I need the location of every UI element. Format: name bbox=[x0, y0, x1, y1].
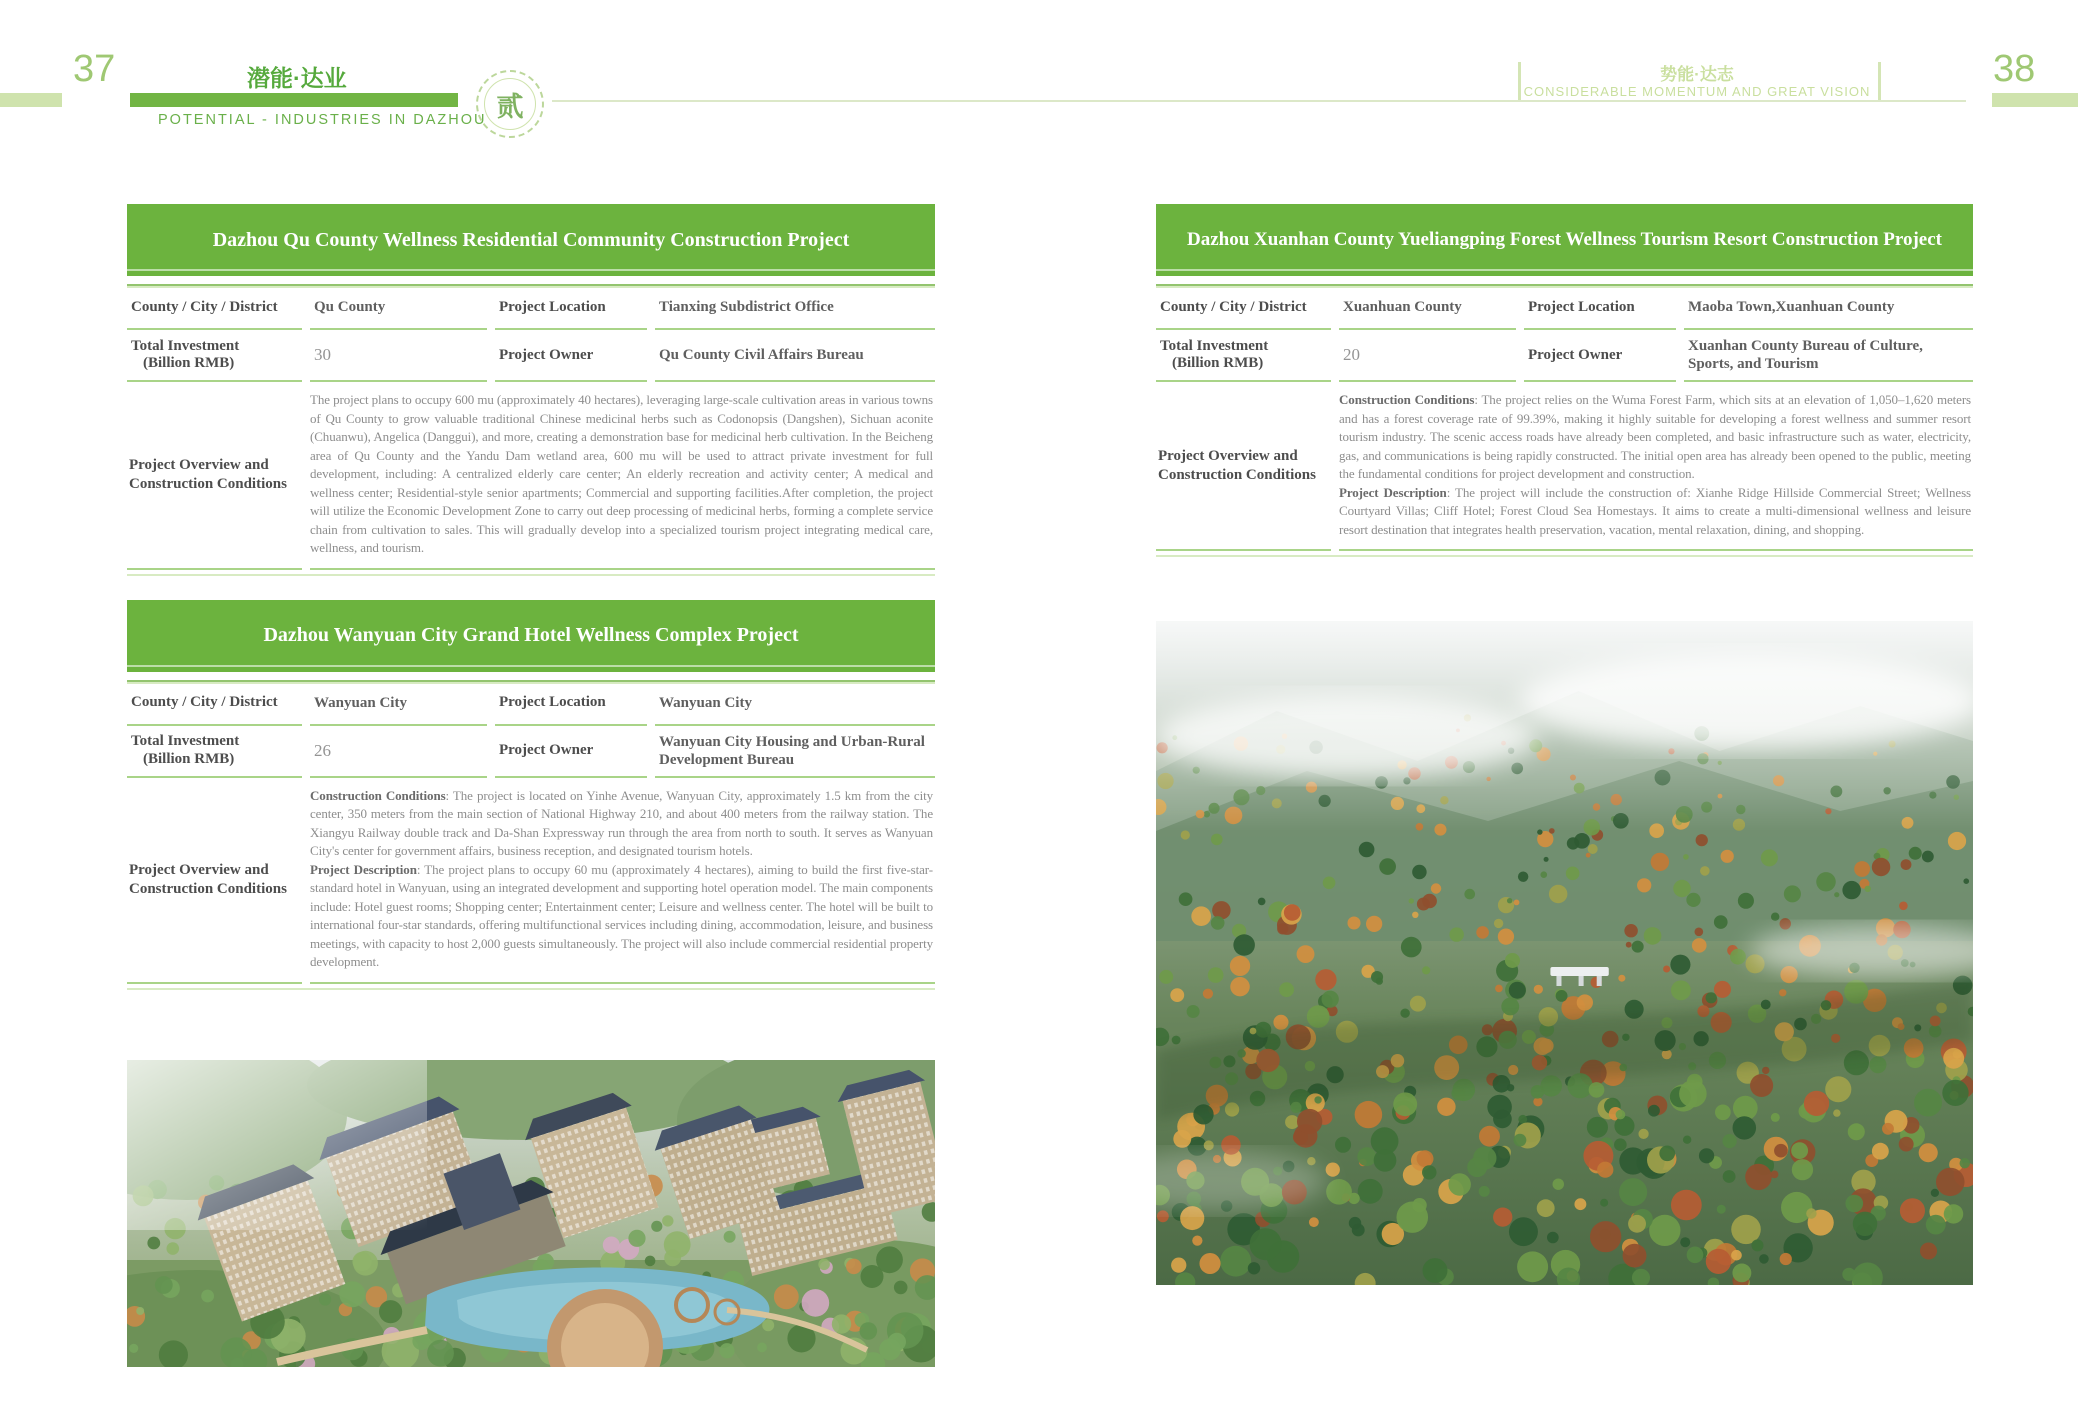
table-row bbox=[1156, 286, 1973, 330]
project-table-xuanhan bbox=[1156, 284, 1973, 557]
table-row bbox=[127, 726, 935, 778]
field-value-owner: Xuanhan County Bureau of Culture, Sports, and Tourism bbox=[1684, 330, 1973, 382]
field-label-owner: Project Owner bbox=[1524, 330, 1676, 382]
table-row-overview bbox=[1156, 382, 1973, 551]
field-value-location: Maoba Town,Xuanhuan County bbox=[1684, 286, 1973, 330]
field-label-investment: Total Investment (Billion RMB) bbox=[127, 330, 302, 382]
field-label-county: County / City / District bbox=[127, 286, 302, 330]
project-header-wanyuan bbox=[127, 600, 935, 672]
field-label-investment: Total Investment (Billion RMB) bbox=[1156, 330, 1331, 382]
field-value-county: Wanyuan City bbox=[310, 682, 487, 726]
table-row-overview bbox=[127, 778, 935, 984]
table-row bbox=[1156, 330, 1973, 382]
page-edge-strip-right bbox=[1992, 93, 2078, 107]
page-number-right: 38 bbox=[1993, 48, 2036, 90]
field-value-location: Wanyuan City bbox=[655, 682, 935, 726]
field-label-overview: Project Overview and Construction Conditions bbox=[127, 778, 302, 984]
masthead-rule-line bbox=[552, 100, 1966, 102]
field-label-owner: Project Owner bbox=[495, 726, 647, 778]
overview-paragraph: The project plans to occupy 600 mu (approximately 40 hectares), leveraging large-scale cultivation areas in various towns of Qu County to grow valuable traditional Chinese medicinal herbs such as Codonopsis (Dangshen), Sichuan aconite (Chuanwu), Angelica (Danggui), and more, creating a demonstration base for medicinal herb cultivation. In the Beicheng area of Qu County and the Yandu Dam wetland area, 600 mu will be used to attract private investment for full development, including: A centralized elderly care center; An elderly recreation and activity center; A medical and wellness center; Residential-style senior apartments; Commercial and supporting facilities.After completion, the project will utilize the Economic Development Zone to carry out deep processing of medicinal herbs, forming a complete service chain from cultivation to sales. This will gradually develop into a specialized tourism project integrating medical care, wellness, and tourism. bbox=[310, 392, 933, 555]
chapter-seal-character: 贰 bbox=[484, 78, 536, 130]
spacer bbox=[127, 576, 935, 600]
photo-hotel-complex-aerial bbox=[127, 1060, 935, 1367]
project-title: Dazhou Xuanhan County Yueliangping Forest Wellness Tourism Resort Construction Project bbox=[1187, 229, 1942, 250]
project-table-wanyuan bbox=[127, 680, 935, 990]
table-row bbox=[127, 330, 935, 382]
project-table-qu-county bbox=[127, 284, 935, 576]
photo-autumn-forest-mountains bbox=[1156, 621, 1973, 1285]
table-row bbox=[127, 286, 935, 330]
chapter-seal-icon bbox=[476, 70, 544, 138]
field-value-county: Xuanhuan County bbox=[1339, 286, 1516, 330]
masthead-title-cn-right: 势能·达志 bbox=[1660, 65, 1734, 84]
masthead-green-bar bbox=[130, 93, 458, 107]
table-row bbox=[127, 682, 935, 726]
field-label-location: Project Location bbox=[1524, 286, 1676, 330]
field-label-county: County / City / District bbox=[1156, 286, 1331, 330]
field-label-location: Project Location bbox=[495, 286, 647, 330]
field-label-county: County / City / District bbox=[127, 682, 302, 726]
project-title: Dazhou Qu County Wellness Residential Community Construction Project bbox=[212, 228, 850, 251]
field-label-overview: Project Overview and Construction Conditions bbox=[1156, 382, 1331, 551]
field-value-location: Tianxing Subdistrict Office bbox=[655, 286, 935, 330]
field-label-overview: Project Overview and Construction Conditions bbox=[127, 382, 302, 570]
field-value-investment: 30 bbox=[310, 330, 487, 382]
overview-paragraph: Construction Conditions: The project relies on the Wuma Forest Farm, which sits at an elevation of 1,050–1,620 meters and has a forest coverage rate of 99.39%, making it highly suitable for developing a forest wellness and summer resort tourism industry. The scenic access roads have already been completed, and basic infrastructure such as water, electricity, gas, and communications is being rapidly constructed. The initial open area has already been opened to the public, meeting the fundamental conditions for project development and construction. bbox=[1339, 392, 1972, 481]
project-title: Dazhou Wanyuan City Grand Hotel Wellness Complex Project bbox=[263, 624, 799, 646]
masthead-title-cn-left: 潜能·达业 bbox=[247, 65, 347, 91]
left-page-column bbox=[127, 204, 935, 1367]
field-value-owner: Qu County Civil Affairs Bureau bbox=[655, 330, 935, 382]
overview-text bbox=[310, 778, 935, 984]
field-label-owner: Project Owner bbox=[495, 330, 647, 382]
project-header-qu-county bbox=[127, 204, 935, 276]
overview-text bbox=[310, 382, 935, 570]
field-label-investment: Total Investment (Billion RMB) bbox=[127, 726, 302, 778]
field-value-investment: 20 bbox=[1339, 330, 1516, 382]
masthead-divider-right bbox=[1878, 62, 1881, 100]
table-row-overview bbox=[127, 382, 935, 570]
page-edge-strip-left bbox=[0, 93, 62, 107]
masthead-subtitle-en-right: CONSIDERABLE MOMENTUM AND GREAT VISION bbox=[1523, 84, 1871, 99]
field-label-location: Project Location bbox=[495, 682, 647, 726]
right-page-column bbox=[1156, 204, 1973, 1285]
overview-paragraph: Construction Conditions: The project is located on Yinhe Avenue, Wanyuan City, approximately 1.5 km from the city center, 350 meters from the main section of National Highway 210, and about 400 meters from the railway station. The Xiangyu Railway double track and Da-Shan Expressway run through the area from north to south. It serves as Wanyuan City's center for government affairs, business reception, and designated tourism hotels. bbox=[310, 787, 933, 858]
field-value-owner: Wanyuan City Housing and Urban-Rural Development Bureau bbox=[655, 726, 935, 778]
page-number-left: 37 bbox=[73, 48, 116, 90]
masthead-subtitle-en-left: POTENTIAL - INDUSTRIES IN DAZHOU bbox=[158, 112, 487, 128]
overview-paragraph: Project Description: The project will include the construction of: Xianhe Ridge Hillside Commercial Street; Wellness Courtyard Villas; Cliff Hotel; Forest Cloud Sea Homestays. It aims to create a multi-dimensional wellness and leisure resort destination that integrates health preservation, vacation, mental relaxation, dining, and shopping. bbox=[1339, 484, 1971, 537]
overview-paragraph: Project Description: The project plans to occupy 60 mu (approximately 4 hectares), aiming to build the first five-star-standard hotel in Wanyuan, using an integrated development and supporting hotel operation model. The main components include: Hotel guest rooms; Shopping center; Entertainment center; Leisure and wellness center. The hotel will be built to international four-star standards, offering multifunctional services including dining, accommodation, leisure, and business meetings, with capacity to host 2,000 guests simultaneously. The project will also include commercial residential property development. bbox=[310, 861, 934, 969]
overview-text bbox=[1339, 382, 1973, 551]
project-header-xuanhan bbox=[1156, 204, 1973, 276]
field-value-county: Qu County bbox=[310, 286, 487, 330]
field-value-investment: 26 bbox=[310, 726, 487, 778]
